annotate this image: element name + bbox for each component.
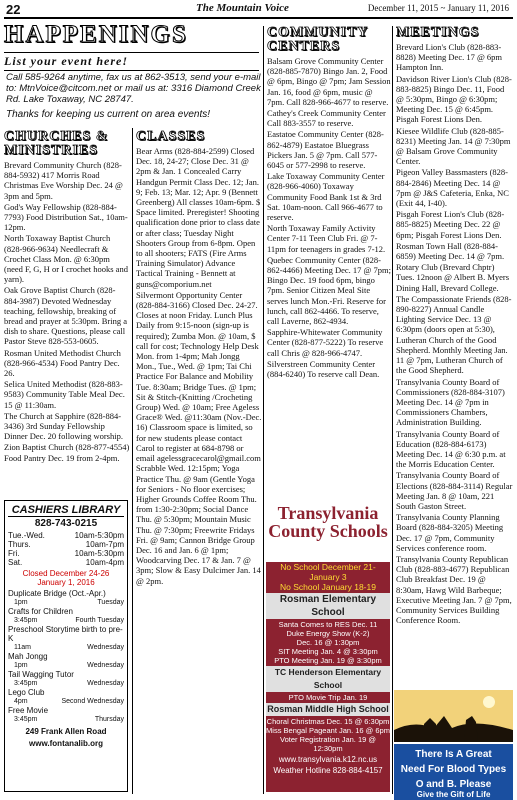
community-column [267,26,391,496]
list-item: Pigeon Valley Bassmasters (828-884-2846) Meeting Dec. 14 @ 7pm @ J&S Cafeteria, Enka, NC (Exit 44, I-40). [396,167,509,209]
ad-line: Give the Gift of Life [394,790,513,800]
library-program: Free Movie 3:45pm Thursday [8,706,124,723]
happenings-subtitle: List your event here! [4,52,259,71]
ad-line: Need For Blood Types [400,764,507,775]
library-program: Mah Jongg 1pm Wednesday [8,652,124,669]
christmas-silhouette-icon [394,690,513,742]
library-program: Duplicate Bridge (Oct.-Apr.) 1pm Tuesday [8,589,124,606]
publication-name: The Mountain Voice [196,2,289,14]
list-item: Pisgah Forest Lion's Club (828-885-8825) Meeting Dec. 22 @ 6pm; Pisgah Forest Lions Den. [396,209,505,240]
list-item: Selica United Methodist (828-883-9583) Community Table Meal Dec. 15 @ 11:30am. [4,379,125,410]
list-item: Zion Baptist Church (828-877-4554) Food Pantry Dec. 19 from 2-4pm. [4,442,130,463]
list-item: Rosman United Methodist Church (828-966-4534) Food Pantry Dec. 26. [4,347,121,379]
hours-row: Thurs. 10am-7pm [8,540,124,549]
meetings-column [396,26,514,688]
county-schools-box [266,500,390,792]
list-item: The Church at Sapphire (828-884-3436) 3rd Sunday Fellowship Dinner Dec. 20 following worship. [4,410,123,442]
library-program: Crafts for Children 3:45pm Fourth Tuesday [8,607,124,624]
list-item: Sapphire-Whitewater Community Center (828-877-5222) To reserve call Chris @ 828-966-4747. [267,327,384,358]
list-item: Cathey's Creek Community Center Call 883-3557 to reserve. [267,108,386,129]
hours-row: Sat. 10am-4pm [8,558,124,567]
library-title: CASHIERS LIBRARY [8,504,124,517]
school-event: Dec. 16 @ 1:30pm [296,638,360,647]
list-item: Transylvania County Board of Education (828-884-6173) Meeting Dec. 14 @ 6:30 p.m. at the Morris Education Center. [396,428,506,470]
submission-instructions: Call 585-9264 anytime, fax us at 862-3513, send your e-mail to: MtnVoice@citcom.net or mail us at: 3316 Diamond Creek Rd. Lake Toxaway, NC 28747. [6,72,261,105]
schools-title: Transylvania County Schools [266,500,390,562]
blood-donation-ad [394,744,513,794]
list-item: Kiesee Wildlife Club (828-885-8231) Meeting Jan. 14 @ 7:30pm @ Balsam Grove Community Center. [396,125,511,167]
list-item: Brevard Lion's Club (828-883-8828) Meeting Dec. 17 @ 6pm Hampton Inn. [396,42,503,73]
list-item: Bear Arms (828-884-2599) Closed Dec. 18, 24-27; Close Dec. 31 @ 2pm & Jan. 1 Concealed Carry Handgun Permit Class Dec. 12; Jan. 9; Feb. 13; Mar. 12; Apr. 9 (Bennett Greenberg) All classes 10am-6pm. $ Space limited. Preregister! Shooting qualification done prior to class date or after class; Tuesday Night Shooters Group from 6-8pm. Open to all shooters; FATS (Fire Arms Training Simulator) Advance Tactical Training - Bennett at guns@comporium.net [136,146,261,289]
school-event: Miss Bengal Pageant Jan. 16 @ 6pm [266,726,390,735]
classes-heading: CLASSES [136,130,206,144]
school-event: PTO Movie Trip Jan. 19 [288,693,368,702]
list-item: Silvermont Opportunity Center (828-884-3166) Closed Dec. 24-27. Closes at noon Friday. Lunch Plus Daily from 9:15-noon (sign-up is required); Zumba Mon. @ 10am, $ call for cost; Technology Help Desk Mon. from 1-4pm; Mah Jongg Mon., Tue., Wed. @ 1pm; Tai Chi Practice For Balance and Mobility Tue. 8:30am; Bridge Tues. @ 1pm; Sit & Stitch-(Knitting /Crocheting Group) Wed. @ 10am; Free Ageless Grace® Wed. @11:30am (Nov.-Dec. 16) Classroom space is limited, so for new students please contact Carol to register at 684-8798 or email agelessgracecarol@gmail.com Scrabble Wed. 12:15pm; Yoga Practice Thu. @ 9am (Gentle Yoga for Seniors - No floor exercises; Higher Grounds Coffee Room Thu. from 1:30-2:30pm; Social Dance Thu. @ 5:30pm; Mountain Music Thu. @ 7:30pm; Freewrite Fridays Fri. @ 9am; Cannon Bridge Group Dec. 16 and Jan. 6 @ 1pm; Woodcarving Dec. 17 & Jan. 7 @ 3pm; Slow & Easy Dulcimer Jan. 14 @ 2pm. [136,289,262,586]
list-item: Rosman Town Hall (828-884-6859) Meeting Dec. 14 @ 7pm. [396,240,505,262]
churches-heading: CHURCHES & MINISTRIES [4,130,109,158]
cashiers-library-box [4,500,128,792]
school-event: PTO Meeting Jan. 19 @ 3:30pm [274,656,382,665]
library-address: 249 Frank Allen Road [25,727,107,736]
school-name: TC Henderson Elementary School [266,666,390,692]
list-item: God's Way Fellowship (828-884-7793) Food Distribution Sat., 10am-12pm. [4,201,128,233]
library-program: Lego Club 4pm Second Wednesday [8,688,124,705]
school-event: Voter Registration Jan. 19 @ 12:30pm [280,735,376,753]
school-name: Rosman Elementary School [266,593,390,619]
list-item: North Toxaway Family Activity Center 7-11 Teen Club Fri. @ 7-11pm for teenagers in grades 7-12. [267,223,386,254]
issue-dates: December 11, 2015 ~ January 11, 2016 [367,3,509,13]
ad-line: O and B. Please [415,779,492,790]
list-item: Transylvania County Republican Club (828-883-4677) Republican Club Breakfast Dec. 19 @ 8:30am, Hawg Wild Barbeque; Executive Meeting Jan. 7 @ 7pm, Community Services Building Conference Room. [396,553,512,626]
schools-website[interactable]: www.transylvania.k12.nc.us [278,755,378,764]
library-website[interactable]: www.fontanalib.org [29,739,103,748]
column-rule [263,26,264,794]
column-rule [392,26,393,794]
list-item: Lake Toxaway Community Center (828-966-4060) Toxaway Community Food Bank 1st & 3rd Sat. 10am-noon. Call 966-4677 to reserve. [267,171,385,223]
closure-notice: No School January 18-19 [280,582,376,592]
school-event: Choral Christmas Dec. 15 @ 6:30pm [266,717,390,726]
hours-row: Fri. 10am-5:30pm [8,549,124,558]
hours-row: Tue.-Wed. 10am-5:30pm [8,531,124,540]
list-item: Eastatoe Community Center (828-862-4879) Eastatoe Bluegrass Pickers Jan. 5 @ 7pm. Call 577-6045 or 577-2998 to reserve. [267,129,384,171]
list-item: Oak Grove Baptist Church (828-884-3987) Devoted Wednesday teaching, fellowship, breaking of bread and prayer at 5:30pm. Bring a dish to share. Questions, please call Pastor Steve 828-553-0605. [4,285,127,347]
school-event: Duke Energy Show (K-2) [286,629,370,638]
list-item: Rotary Club (Brevard Chptr) Tues. 12noon @ Albert B. Myers Dining Hall, Brevard College. [396,262,510,293]
library-closed-notice: Closed December 24-26 January 1, 2016 [22,569,110,587]
meetings-heading: MEETINGS [396,26,480,40]
list-item: Silverstreen Community Center (884-6240) To reserve call Dean. [267,358,380,380]
list-item: Transylvania County Board of Elections (828-884-3114) Regular Meeting Jan. 8 @ 10am, 221 South Gaston Street. [396,470,513,511]
school-event: Santa Comes to RES Dec. 11 [278,620,378,629]
list-item: Transylvania County Board of Commissioners (828-884-3107) Meeting Dec. 14 @ 7pm in Commissioners Chambers, Administration Building. [396,376,505,428]
list-item: Quebec Community Center (828-862-4466) Meeting Dec. 17 @ 7pm; Bingo Dec. 19 food 6pm, bingo 7pm. Senior Citizen Meal Site serves lunch Mon.-Fri. Reserve for lunch, call 862-4466. To reserve, call Laverne, 862-4934. [267,254,391,327]
churches-column [4,130,130,496]
list-item: Transylvania County Planning Board (828-884-3205) Meeting Dec. 17 @ 7pm, Community Services conference room. [396,512,504,553]
ad-line: There Is A Great [415,749,492,760]
list-item: Brevard Community Church (828-884-5932) 417 Morris Road Christmas Eve Worship Dec. 24 @ 3pm and 5pm. [4,160,123,201]
library-phone: 828-743-0215 [34,518,98,529]
list-item: North Toxaway Baptist Church (828-966-9634) Needlecraft & Crochet Class Mon. @ 6:30pm (need F, G, H or I crochet hooks and yarn). [4,233,128,285]
classes-column [136,130,262,794]
closure-notice: No School December 21-January 3 [280,562,376,582]
list-item: The Compassionate Friends (828-890-8227) Annual Candle Lighting Service Dec. 13 @ 6:30pm (doors open at 5:30), Lutheran Church of the Good Shepherd. Monthly Meeting Jan. 11 @ 7pm, Lutheran Church of the Good Shepherd. [396,293,512,376]
list-item: Davidson River Lion's Club (828-883-8825) Bingo Dec. 11, Food @ 5:30pm, Bingo @ 6:30pm; Meeting Dec. 15 @ 6:45pm. Pisgah Forest Lions Den. [396,73,512,125]
list-item: Balsam Grove Community Center (828-885-7870) Bingo Jan. 2, Food @ 6pm, Bingo @ 7pm; Jam Session Jan. 16, food @ 6pm, music @ 7pm. Call 828-966-4677 to reserve. [267,56,391,107]
header-rule [4,17,513,19]
community-heading: COMMUNITY CENTERS [267,26,369,54]
column-rule [132,128,133,794]
school-name: Rosman Middle High School [267,704,389,714]
page-number: 22 [6,2,21,17]
library-program: Tail Wagging Tutor 3:45pm Wednesday [8,670,124,687]
thanks-note: Thanks for keeping us current on area events! [6,109,211,120]
happenings-title: HAPPENINGS [4,21,188,48]
school-event: SIT Meeting Jan. 4 @ 3:30pm [278,647,378,656]
library-program: Preschool Storytime birth to pre-K 11am Wednesday [8,625,124,651]
weather-hotline: Weather Hotline 828-884-4157 [273,766,383,775]
